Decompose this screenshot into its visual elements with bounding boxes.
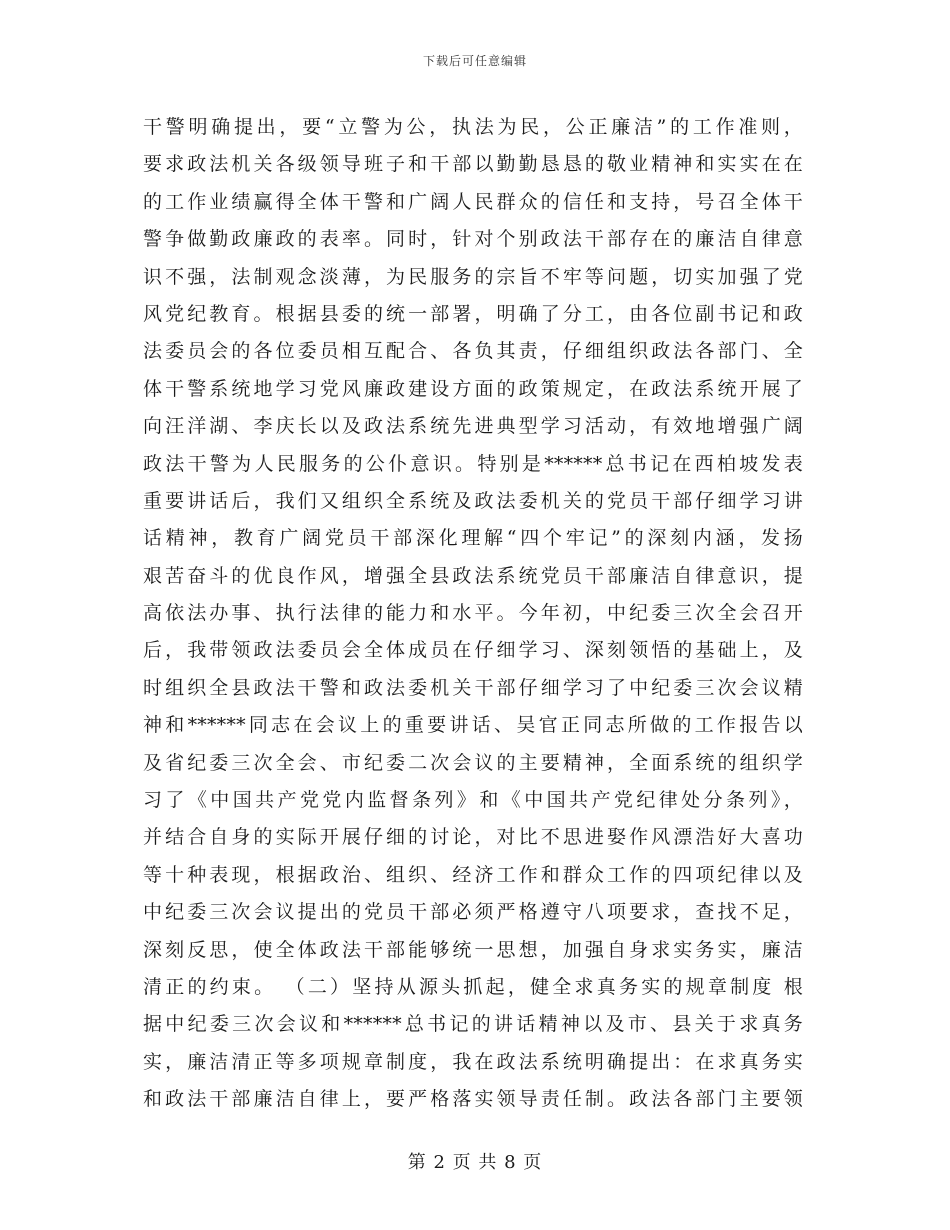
text-line: 风党纪教育。根据县委的统一部署，明确了分工，由各位副书记和政 [143, 302, 803, 325]
text-line: 后，我带领政法委员会全体成员在仔细学习、深刻领悟的基础上，及 [143, 639, 803, 662]
text-line: 要求政法机关各级领导班子和干部以勤勤恳恳的敬业精神和实实在在 [143, 153, 803, 176]
text-line: 并结合自身的实际开展仔细的讨论，对比不思进娶作风漂浩好大喜功 [143, 826, 803, 849]
text-line: 和政法干部廉洁自律上，要严格落实领导责任制。政法各部门主要领 [143, 1088, 803, 1111]
text-line: 等十种表现，根据政治、组织、经济工作和群众工作的四项纪律以及 [143, 863, 803, 886]
text-line: 法委员会的各位委员相互配合、各负其责，仔细组织政法各部门、全 [143, 340, 803, 363]
text-line: 神和******同志在会议上的重要讲话、吴官正同志所做的工作报告以 [143, 714, 803, 737]
text-line: 习了《中国共产党党内监督条列》和《中国共产党纪律处分条列》， [143, 789, 803, 812]
text-line: 话精神，教育广阔党员干部深化理解“四个牢记”的深刻内涵，发扬 [143, 527, 803, 550]
text-line: 干警明确提出，要“立警为公，执法为民，公正廉洁”的工作准则， [143, 116, 803, 138]
text-line: 及省纪委三次全会、市纪委二次会议的主要精神，全面系统的组织学 [143, 751, 803, 774]
text-line: 实，廉洁清正等多项规章制度，我在政法系统明确提出：在求真务实 [143, 1050, 803, 1073]
text-line: 清正的约束。 （二）坚持从源头抓起，健全求真务实的规章制度 根 [143, 975, 803, 998]
text-line: 高依法办事、执行法律的能力和水平。今年初，中纪委三次全会召开 [143, 602, 803, 625]
text-line: 时组织全县政法干警和政法委机关干部仔细学习了中纪委三次会议精 [143, 676, 803, 699]
page-header: 下载后可任意编辑 [422, 54, 527, 68]
text-line: 重要讲话后，我们又组织全系统及政法委机关的党员干部仔细学习讲 [143, 489, 803, 512]
text-line: 艰苦奋斗的优良作风，增强全县政法系统党员干部廉洁自律意识，提 [143, 564, 803, 587]
text-line: 的工作业绩赢得全体干警和广阔人民群众的信任和支持，号召全体干 [143, 190, 803, 213]
text-line: 警争做勤政廉政的表率。同时，针对个别政法干部存在的廉洁自律意 [143, 228, 803, 251]
page-number-footer: 第 2 页 共 8 页 [407, 1152, 543, 1173]
text-line: 深刻反思，使全体政法干部能够统一思想，加强自身求实务实，廉洁 [143, 938, 803, 961]
body-text [143, 109, 803, 1119]
text-line: 据中纪委三次会议和******总书记的讲话精神以及市、县关于求真务 [143, 1013, 803, 1036]
text-line: 政法干警为人民服务的公仆意识。特别是******总书记在西柏坡发表 [143, 452, 803, 475]
text-line: 向汪洋湖、李庆长以及政法系统先进典型学习活动，有效地增强广阔 [143, 415, 803, 438]
text-line: 中纪委三次会议提出的党员干部必须严格遵守八项要求，查找不足， [143, 901, 803, 924]
text-line: 识不强，法制观念淡薄，为民服务的宗旨不牢等问题，切实加强了党 [143, 265, 803, 288]
text-line: 体干警系统地学习党风廉政建设方面的政策规定，在政法系统开展了 [143, 377, 803, 400]
